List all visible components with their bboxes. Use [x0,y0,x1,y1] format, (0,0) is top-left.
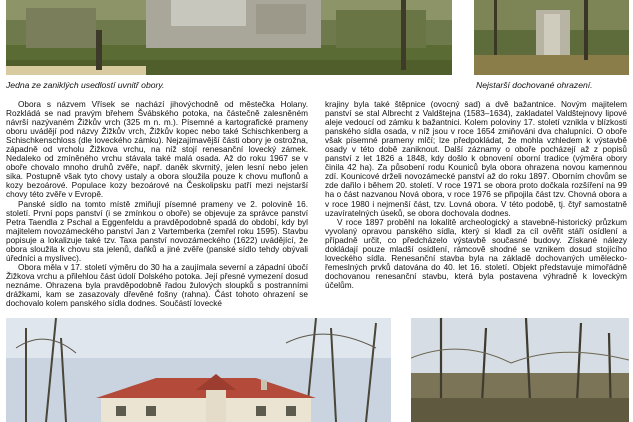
article-paragraph: Obora s názvem Vřísek se nachází jihovýchodně od městečka Holany. Rozkládá se nad pravým břehem Švábského potoka, na částečně zalesněném návrší nazývaném Žižkův vrch (325 m n. m.). Písemné a kartografické prameny oboru uvádějí pod názvy Žižkův vrch, Žižkův kopec nebo také Schischkenberg a Schischkenschloss (dle loveckého zámku). Nejzajímavější části obory je ostrožna, západně od vrcholu Žižkova vrchu, na níž stojí renesanční lovecký zámek. Nedaleko od zmíněného vrchu stávala také malá osada. Až do roku 1967 se v oboře chovalo mnoho druhů zvěře, např. daněk skvrnitý, jelen lesní nebo jelen sika. Postupně však tyto chovy ustaly a obora sloužila pouze k chovu muflonů a kozy bezoárové. Populace kozy bezoárové na Českolipsku patří mezi nejstarší chovy této zvěře v Evropě. [6,100,308,200]
forest-photo [411,318,629,422]
article-paragraph: krajiny byla také štěpnice (ovocný sad) a dvě bažantnice. Novým majitelem panství se stal Albrecht z Valdštejna (1583–1634), zakladatel Valdštejnovy lipové aleje vedoucí od zámku k bažantnici. Kolem poloviny 17. století vznikla v blízkosti panského sídla osada, v níž jsou v roce 1654 zmiňováni dva chalupníci. O oboře však písemné prameny mlčí; lze předpokládat, že mohla vzhledem k výstavbě osady v této době zaniknout. Další záznamy o oboře pocházejí až z popisů panství z let 1826 a 1848, kdy došlo k obnovení oborní tradice (výměra obory činila 42 ha). Za působení rodu Kouniců byla obora ohrazena novou kamennou zdí. Kounicové drželi novozámecké panství až do roku 1897. Oborním chovům se zde dařilo i během 20. století. V roce 1971 se obora proto dočkala rozšíření na 99 ha o část nazvanou Nová obora, v roce 1976 se připojila část tzv. Chovná obora a v roce 1980 i nejmenší část, tzv. Lovná obora. V této podobě, tj. čtyř samostatně uzavíratelných úseků, se obora dochovala dodnes. [325,100,627,218]
photo-caption-right: Nejstarší dochované ohrazení. [476,80,593,90]
article-paragraph: Obora měla v 17. století výměru do 30 ha a zaujímala severní a západní úbočí Žižkova vrchu a přilehlou část údolí Dolského potoka. Její přesné vymezení dosud neznáme. Ohrazena byla pravděpodobně řadou žulových sloupků s postranními drážkami, kam se zasazovaly dřevěné fošny (rahna). Část tohoto ohrazení se dochovalo kolem panského sídla dodnes. Součástí lovecké [6,262,308,309]
lodge-photo [6,318,391,422]
article-column-right [325,100,627,290]
wall-photo [474,0,629,75]
ruin-photo [6,0,452,75]
article-paragraph: V roce 1897 proběhl na lokalitě archeologický a stavebně-historický průzkum vyvolaný opravou panského sídla, který si kladl za cíl ověřit stáří osídlení a případně určit, co předcházelo výstavbě současné budovy. Získané nálezy dokládají pouze mladší osídlení, rámcově shodné se vznikem dosud stojícího loveckého sídla. Renesanční stavba byla na základě dochovaných umělecko-řemeslných prvků datována do 40. let 16. století. Objekt představuje mimořádně dochovanou renesanční stavbu, která byla postavena výhradně k loveckým účelům. [325,217,627,290]
article-paragraph: Panské sídlo na tomto místě zmiňují písemné prameny ve 2. polovině 16. století. První pops panství (i se zmínkou o oboře) se objevuje za správce panství Petra Taendla z Pschal a Eggenfeldu a pravděpodobně spadá do období, kdy byl majitelem novozámeckého panství Jan z Vartemberka (zemřel roku 1595). Stavbu popisuje a lokalizuje také tzv. Taxa panství novozámeckého (1622) uvádějící, že obora sloužila k chovu sta jelenů, daňků a jiné zvěře (panské sídlo tehdy obývali úředníci a myslivec). [6,199,308,263]
photo-caption-left: Jedna ze zaniklých usedlostí uvnitř obory. [6,80,165,90]
article-column-left [6,100,308,308]
